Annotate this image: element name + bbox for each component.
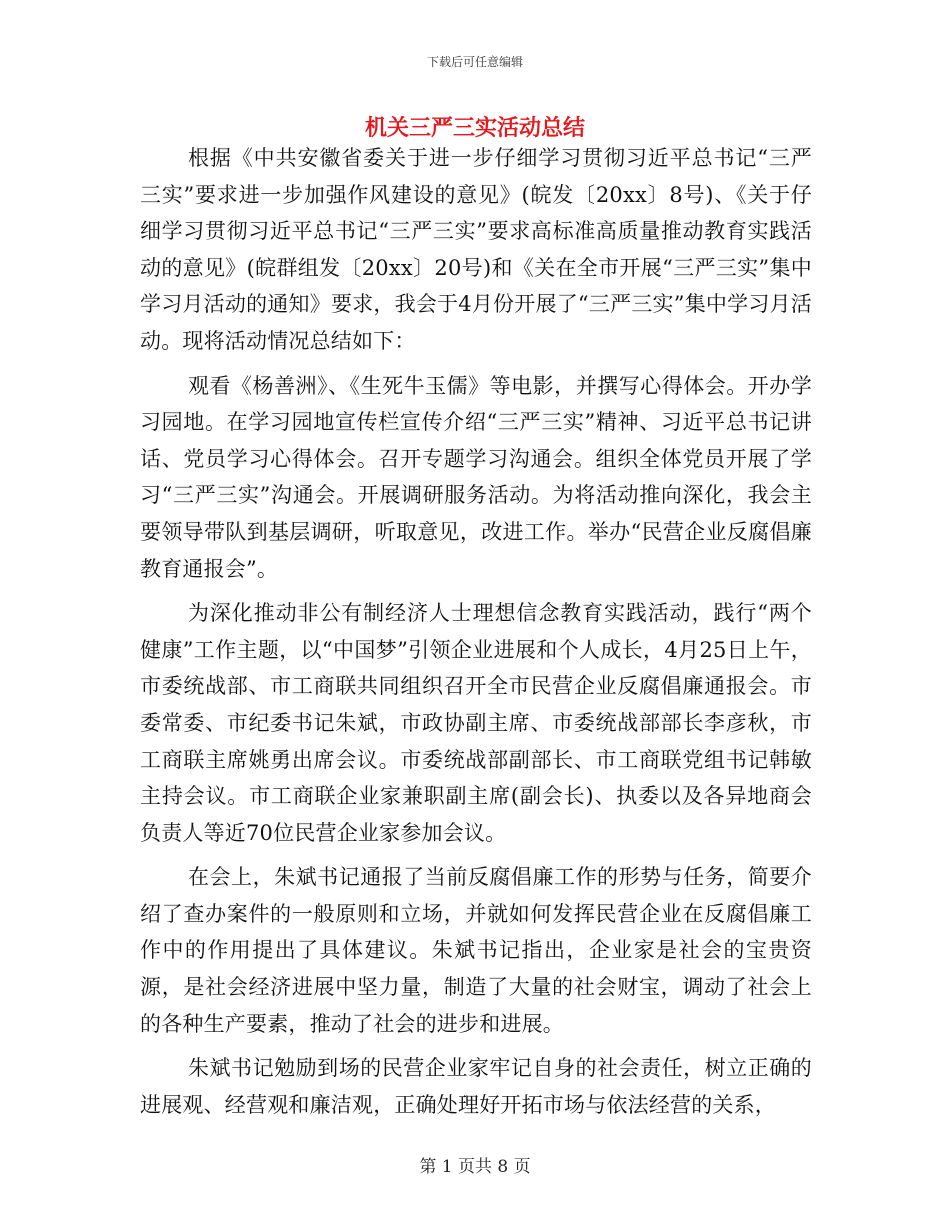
paragraph-1: 根据《中共安徽省委关于进一步仔细学习贯彻习近平总书记“三严三实”要求进一步加强作风建设的意见》(皖发〔20xx〕8号)、《关于仔细学习贯彻习近平总书记“三严三实”要求高标准高质量推动教育实践活动的意见》(皖群组发〔20xx〕20号)和《关在全市开展“三严三实”集中学习月活动的通知》要求，我会于4月份开展了“三严三实”集中学习月活动。现将活动情况总结如下： <box>140 146 812 353</box>
document-body <box>140 140 812 1123</box>
page-header: 下载后可任意编辑 <box>426 55 523 69</box>
paragraph-4: 在会上，朱斌书记通报了当前反腐倡廉工作的形势与任务，简要介绍了查办案件的一般原则和立场，并就如何发挥民营企业在反腐倡廉工作中的作用提出了具体建议。朱斌书记指出，企业家是社会的宝贵资源，是社会经济进展中坚力量，制造了大量的社会财宝，调动了社会上的各种生产要素，推动了社会的进步和进展。 <box>140 865 812 1036</box>
paragraph-5: 朱斌书记勉励到场的民营企业家牢记自身的社会责任，树立正确的进展观、经营观和廉洁观，正确处理好开拓市场与依法经营的关系， <box>140 1056 812 1117</box>
paragraph-2: 观看《杨善洲》、《生死牛玉儒》等电影，并撰写心得体会。开办学习园地。在学习园地宣传栏宣传介绍“三严三实”精神、习近平总书记讲话、党员学习心得体会。召开专题学习沟通会。组织全体党员开展了学习“三严三实”沟通会。开展调研服务活动。为将活动推向深化，我会主要领导带队到基层调研，听取意见，改进工作。举办“民营企业反腐倡廉教育通报会”。 <box>140 373 812 581</box>
document-title: 机关三严三实活动总结 <box>364 115 585 141</box>
paragraph-3: 为深化推动非公有制经济人士理想信念教育实践活动，践行“两个健康”工作主题，以“中国梦”引领企业进展和个人成长，4月25日上午，市委统战部、市工商联共同组织召开全市民营企业反腐倡廉通报会。市委常委、市纪委书记朱斌，市政协副主席、市委统战部部长李彦秋，市工商联主席姚勇出席会议。市委统战部副部长、市工商联党组书记韩敏主持会议。市工商联企业家兼职副主席(副会长)、执委以及各异地商会负责人等近70位民营企业家参加会议。 <box>140 601 812 845</box>
page-number: 第 1 页共 8 页 <box>419 1157 531 1177</box>
